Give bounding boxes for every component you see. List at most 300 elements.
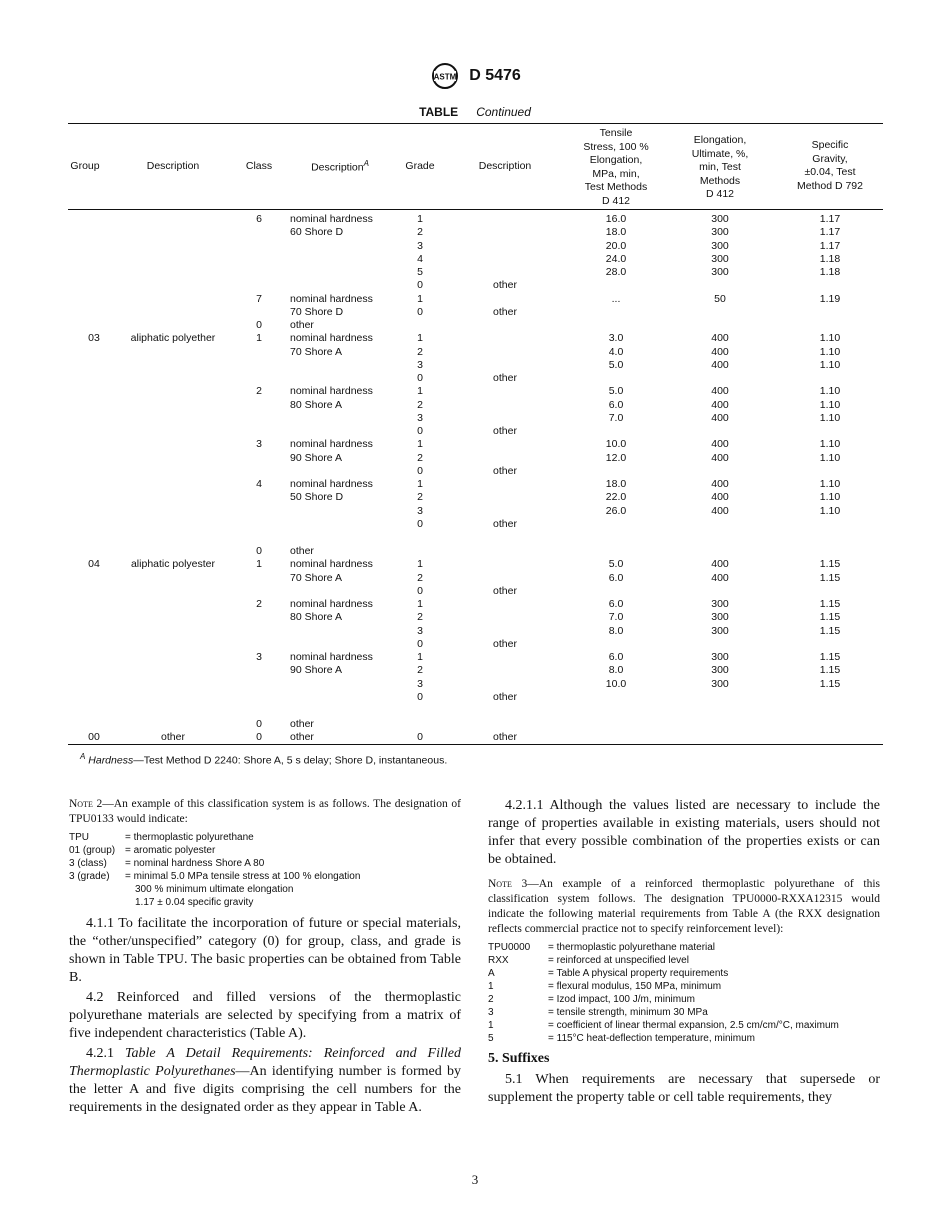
row-grade: 0 [417,305,423,318]
definition-row [69,870,461,883]
table-row [0,240,950,253]
header-elongation-line: min, Test [699,161,741,173]
row-elongation: 300 [711,624,729,637]
row-class-description: 60 Shore D [290,226,344,239]
definition-value: = Izod impact, 100 J/m, minimum [548,994,695,1005]
table-top-rule [68,123,883,124]
header-tensile-line: Tensile [599,127,633,139]
paragraph-4-2-1-number: 4.2.1 [86,1046,114,1061]
row-tensile: 12.0 [605,451,627,464]
row-class-description: nominal hardness [290,651,373,663]
definition-value: = thermoplastic polyurethane material [548,942,716,953]
definition-row [69,844,461,857]
row-grade: 2 [417,226,423,239]
row-elongation: 400 [711,385,729,398]
table-row [0,545,950,558]
header-sg-line: ±0.04, Test [804,166,856,178]
header-class-description-text: Description [311,161,364,174]
row-grade: 0 [417,517,423,530]
row-group: 03 [88,332,100,345]
table-row [0,731,950,744]
row-grade: 3 [417,239,423,252]
row-grade: 3 [417,677,423,690]
definition-key [69,883,125,896]
row-class-description: nominal hardness [290,558,373,571]
row-grade-description: other [493,305,517,318]
row-grade: 1 [417,651,423,663]
row-elongation: 400 [711,438,729,451]
definition-row [488,980,880,993]
row-specific-gravity: 1.10 [819,358,841,371]
table-row [0,478,950,491]
definition-key: 3 (class) [69,858,107,869]
row-tensile: 10.0 [605,677,627,690]
row-elongation: 400 [711,491,729,504]
paragraph-4-2-1 [69,1045,461,1117]
header-tensile-line: Stress, 100 % [583,140,649,153]
row-specific-gravity: 1.10 [819,451,841,464]
table-row [0,465,950,478]
row-grade: 0 [417,584,423,597]
row-class-description: other [290,319,314,331]
row-grade-description: other [493,372,517,384]
row-specific-gravity: 1.10 [819,345,841,358]
table-row [0,332,950,345]
table-row [0,372,950,385]
row-specific-gravity: 1.17 [819,239,841,252]
document-designation: D 5476 [469,67,521,84]
row-grade-description: other [493,517,517,530]
definition-value: = reinforced at unspecified level [548,955,689,966]
table-row [0,253,950,266]
definition-key: 5 [488,1033,494,1044]
row-class: 0 [256,319,262,331]
row-elongation: 400 [711,332,729,345]
table-row [0,266,950,279]
row-grade: 1 [417,292,423,305]
row-specific-gravity: 1.15 [819,611,841,624]
paragraph-4-2-1-title: Table A Detail Requirements: Reinforced and Filled Thermoplastic Polyurethanes [69,1046,461,1079]
row-group-description: other [161,731,185,744]
row-specific-gravity: 1.10 [819,385,841,398]
row-class-description: other [290,545,314,557]
row-tensile: 10.0 [605,438,627,451]
row-specific-gravity: 1.18 [819,266,841,278]
row-grade: 2 [417,451,423,464]
table-row [0,638,950,651]
row-class-description: 70 Shore A [290,345,342,358]
definition-value: = tensile strength, minimum 30 MPa [548,1007,708,1018]
row-tensile: 5.0 [608,358,624,371]
row-grade: 3 [417,624,423,637]
definition-key: RXX [488,955,509,966]
table-header-rule [68,209,883,210]
footnote-text: —Test Method D 2240: Shore A, 5 s delay; Shore D, instantaneous. [133,754,448,767]
row-elongation: 300 [711,611,729,624]
header-grade-description: Description [478,160,532,172]
row-class-description: 70 Shore D [290,305,344,318]
row-grade: 2 [417,664,423,677]
note-3 [488,877,880,937]
row-elongation: 300 [711,651,729,663]
row-grade: 3 [417,411,423,424]
table-row [0,385,950,398]
row-tensile: 24.0 [605,252,627,265]
definition-value: = coefficient of linear thermal expansion, 2.5 cm/cm/°C, maximum [548,1020,839,1031]
row-tensile: 5.0 [608,385,624,398]
definition-row [69,857,461,870]
row-grade: 4 [417,252,423,265]
row-class-description: 90 Shore A [290,451,342,464]
row-grade-description: other [493,425,517,437]
page-number: 3 [471,1172,479,1187]
row-tensile: 22.0 [605,491,627,504]
header-sg-line: Method D 792 [797,179,863,192]
row-elongation: 400 [711,358,729,371]
row-grade: 5 [417,266,423,278]
row-tensile: 7.0 [608,611,624,624]
table-row [0,293,950,306]
row-class: 0 [256,718,262,730]
row-elongation: 400 [711,398,729,411]
row-group-description: aliphatic polyether [130,332,216,345]
row-class-description: 80 Shore A [290,398,342,411]
definition-value: 1.17 ± 0.04 specific gravity [135,897,254,908]
row-class-description: other [290,718,314,730]
header-class-description [300,157,380,175]
table-row [0,505,950,518]
definition-row [69,883,461,896]
row-specific-gravity: 1.18 [819,252,841,265]
definition-row [488,967,880,980]
definition-row [488,1006,880,1019]
row-grade: 2 [417,491,423,504]
row-class: 0 [256,545,262,557]
row-tensile: 6.0 [608,398,624,411]
definition-key: 01 (group) [69,845,116,856]
footnote-term: Hardness [88,754,134,767]
row-elongation: 300 [711,226,729,239]
header-tensile-line: Test Methods [584,181,648,193]
note-2-text: —An example of this classification system is as follows. The designation of TPU0133 would indicate: [69,798,462,825]
row-group-description: aliphatic polyester [130,558,216,571]
table-row [0,213,950,226]
row-class-description: nominal hardness [290,385,373,398]
table-row [0,346,950,359]
row-tensile: 18.0 [605,478,627,490]
table-row [0,226,950,239]
definition-key: A [488,968,495,979]
definition-key: 2 [488,994,494,1005]
row-class-description: 90 Shore A [290,664,342,677]
row-grade: 1 [417,213,423,225]
row-class: 3 [256,438,262,451]
row-specific-gravity: 1.10 [819,491,841,504]
row-tensile: 5.0 [608,558,624,571]
row-class: 4 [256,478,262,490]
table-row [0,399,950,412]
note-2-label: Note 2 [69,798,103,810]
header-elongation [675,134,765,202]
row-specific-gravity: 1.10 [819,438,841,451]
row-grade-description: other [493,731,517,744]
row-class-description: nominal hardness [290,438,373,451]
header-elongation-line: Methods [699,174,741,187]
row-grade: 1 [417,598,423,610]
row-tensile: 7.0 [608,411,624,424]
table-row [0,412,950,425]
header-tensile-line: MPa, min, [592,167,640,180]
table-row [0,691,950,704]
row-specific-gravity: 1.10 [819,398,841,411]
header-sg-line: Specific [811,139,849,151]
table-row [0,319,950,332]
row-specific-gravity: 1.10 [819,411,841,424]
row-class-description: 70 Shore A [290,571,342,584]
row-elongation: 300 [711,213,729,225]
row-tensile: 28.0 [605,266,627,278]
row-grade: 0 [417,731,423,744]
row-elongation: 400 [711,411,729,424]
paragraph-5-1: 5.1 When requirements are necessary that supersede or supplement the property table or cell table requirements, they [488,1072,880,1105]
row-elongation: 300 [711,598,729,610]
row-class-description: nominal hardness [290,213,373,225]
header-elongation-line: Ultimate, %, [691,147,749,160]
header-grade: Grade [405,160,435,172]
row-specific-gravity: 1.15 [819,664,841,677]
note-3-definitions [488,941,880,1045]
row-class-description: nominal hardness [290,598,373,610]
row-grade-description: other [493,279,517,292]
table-caption [0,105,950,119]
note-2-definitions [69,831,461,909]
row-tensile: 6.0 [608,571,624,584]
row-class: 3 [256,651,262,663]
row-elongation: 400 [711,571,729,584]
row-class: 1 [256,332,262,345]
table-row [0,598,950,611]
table-row [0,452,950,465]
row-grade: 2 [417,571,423,584]
header-elongation-line: Elongation, [693,134,747,146]
row-tensile: 8.0 [608,664,624,677]
section-5-heading: 5. Suffixes [488,1051,550,1066]
row-grade: 2 [417,398,423,411]
row-group: 04 [88,558,100,571]
header-elongation-line: D 412 [705,188,735,200]
row-tensile: 26.0 [605,504,627,517]
table-row [0,625,950,638]
header-group: Group [70,160,100,172]
row-class-description: nominal hardness [290,292,373,305]
row-elongation: 50 [714,292,726,305]
table-row [0,425,950,438]
paragraph-4-2-1-text: —An identifying number is formed by the letter A and five digits comprising the cell numbers for the requirements in the designated order as they appear in Table A. [69,1064,462,1115]
definition-value: = 115°C heat-deflection temperature, minimum [548,1033,755,1044]
header-specific-gravity [780,139,880,193]
row-elongation: 400 [711,504,729,517]
definition-value: = minimal 5.0 MPa tensile stress at 100 % elongation [125,871,361,882]
row-tensile: 20.0 [605,239,627,252]
svg-text:ASTM: ASTM [433,72,457,82]
row-class: 1 [256,558,262,571]
definition-key: 3 (grade) [69,871,110,882]
header-group-description: Description [146,160,200,172]
astm-logo-icon [429,62,461,90]
left-column [69,797,461,1119]
row-tensile: 4.0 [608,345,624,358]
row-elongation: 400 [711,558,729,571]
row-grade: 2 [417,611,423,624]
definition-key: 1 [488,981,494,992]
note-3-text: —An example of a reinforced thermoplastic polyurethane of this classification system follows. The designation TPU0000-RXXA12315 would indicate the following material requirements from Table A (the RXX designation reflects commercial practice not to specify reinforcement level): [488,878,881,935]
header-sg-line: Gravity, [812,152,848,165]
table-row [0,438,950,451]
row-class-description: nominal hardness [290,478,373,490]
right-column [488,797,880,1109]
definition-key: 1 [488,1020,494,1031]
row-grade-description: other [493,637,517,650]
row-specific-gravity: 1.10 [819,478,841,490]
row-class: 6 [256,213,262,225]
table-row [0,558,950,571]
row-elongation: 300 [711,252,729,265]
table-caption-continued: Continued [476,105,531,119]
paragraph-4-2: 4.2 Reinforced and filled versions of the thermoplastic polyurethane materials are selected by specifying from a matrix of five independent characteristics (Table A). [69,990,461,1041]
row-grade-description: other [493,690,517,703]
table-row [0,306,950,319]
row-grade: 1 [417,478,423,490]
definition-row [69,831,461,844]
table-row [0,572,950,585]
row-specific-gravity: 1.10 [819,504,841,517]
row-specific-gravity: 1.15 [819,677,841,690]
definition-value: = flexural modulus, 150 MPa, minimum [548,981,722,992]
definition-value: = thermoplastic polyurethane [125,832,254,843]
table-footnote [80,752,447,767]
header-footnote-marker: A [363,159,369,168]
definition-key: TPU0000 [488,942,531,953]
header-class: Class [245,160,273,172]
row-grade: 3 [417,504,423,517]
row-grade: 0 [417,637,423,650]
row-tensile: 3.0 [608,332,624,345]
row-tensile: 16.0 [605,213,627,225]
paragraph-4-1-1: 4.1.1 To facilitate the incorporation of future or special materials, the “other/unspecified” category (0) for group, class, and grade is shown in Table TPU. The basic properties can be obtained from Table B. [69,916,461,985]
definition-value: 300 % minimum ultimate elongation [135,884,294,895]
definition-value: = aromatic polyester [125,845,216,856]
header-tensile-line: D 412 [601,194,631,207]
table-row [0,611,950,624]
table-row [0,279,950,292]
row-grade: 1 [417,438,423,451]
definition-value: = nominal hardness Shore A 80 [125,858,265,869]
row-grade: 0 [417,690,423,703]
row-specific-gravity: 1.15 [819,598,841,610]
table-row [0,718,950,731]
definition-row [488,954,880,967]
table-row [0,359,950,372]
note-2 [69,797,461,827]
row-grade: 0 [417,464,423,477]
row-elongation: 400 [711,345,729,358]
row-grade: 0 [417,279,423,292]
row-tensile: 6.0 [608,598,624,610]
header-tensile-line: Elongation, [589,154,643,166]
row-elongation: 400 [711,451,729,464]
definition-row [488,941,880,954]
table-row [0,585,950,598]
row-specific-gravity: 1.15 [819,558,841,571]
definition-key: 3 [488,1007,494,1018]
row-class-description: nominal hardness [290,332,373,345]
row-grade-description: other [493,464,517,477]
row-tensile: 18.0 [605,226,627,239]
table-row [0,664,950,677]
definition-row [488,1019,880,1032]
row-class-description: 80 Shore A [290,611,342,624]
definition-value: = Table A physical property requirements [548,968,729,979]
definition-key: TPU [69,832,89,843]
table-row [0,518,950,531]
row-group: 00 [88,731,100,744]
row-specific-gravity: 1.19 [819,292,841,305]
paragraph-4-2-1-1: 4.2.1.1 Although the values listed are necessary to include the range of properties available in existing materials, users should not infer that every possible combination of the properties exists or can be obtained. [488,798,880,867]
row-elongation: 300 [711,239,729,252]
row-specific-gravity: 1.10 [819,332,841,345]
table-row [0,491,950,504]
row-specific-gravity: 1.15 [819,624,841,637]
row-class-description: 50 Shore D [290,491,344,504]
row-class: 7 [256,292,262,305]
definition-key [69,896,125,909]
row-grade: 0 [417,425,423,437]
row-elongation: 300 [711,677,729,690]
definition-row [488,1032,880,1045]
row-class: 2 [256,598,262,610]
table-bottom-rule [68,744,883,745]
note-3-label: Note 3 [488,878,528,890]
row-grade: 1 [417,558,423,571]
row-specific-gravity: 1.15 [819,651,841,663]
row-elongation: 300 [711,266,729,278]
row-grade: 2 [417,345,423,358]
table-caption-label: TABLE [419,105,459,119]
header-tensile [566,127,666,208]
row-grade: 3 [417,358,423,371]
row-tensile: ... [611,292,621,305]
definition-row [69,896,461,909]
row-elongation: 300 [711,664,729,677]
row-grade: 1 [417,385,423,398]
row-elongation: 400 [711,478,729,490]
definition-row [488,993,880,1006]
row-grade: 0 [417,372,423,384]
row-specific-gravity: 1.17 [819,226,841,239]
page-header [0,62,950,90]
table-row [0,678,950,691]
row-specific-gravity: 1.17 [819,213,841,225]
row-grade-description: other [493,584,517,597]
table-row [0,651,950,664]
row-class: 2 [256,385,262,398]
footnote-marker: A [80,752,86,761]
row-grade: 1 [417,332,423,345]
row-class-description: other [290,731,314,744]
row-tensile: 8.0 [608,624,624,637]
row-tensile: 6.0 [608,651,624,663]
row-class: 0 [256,731,262,744]
